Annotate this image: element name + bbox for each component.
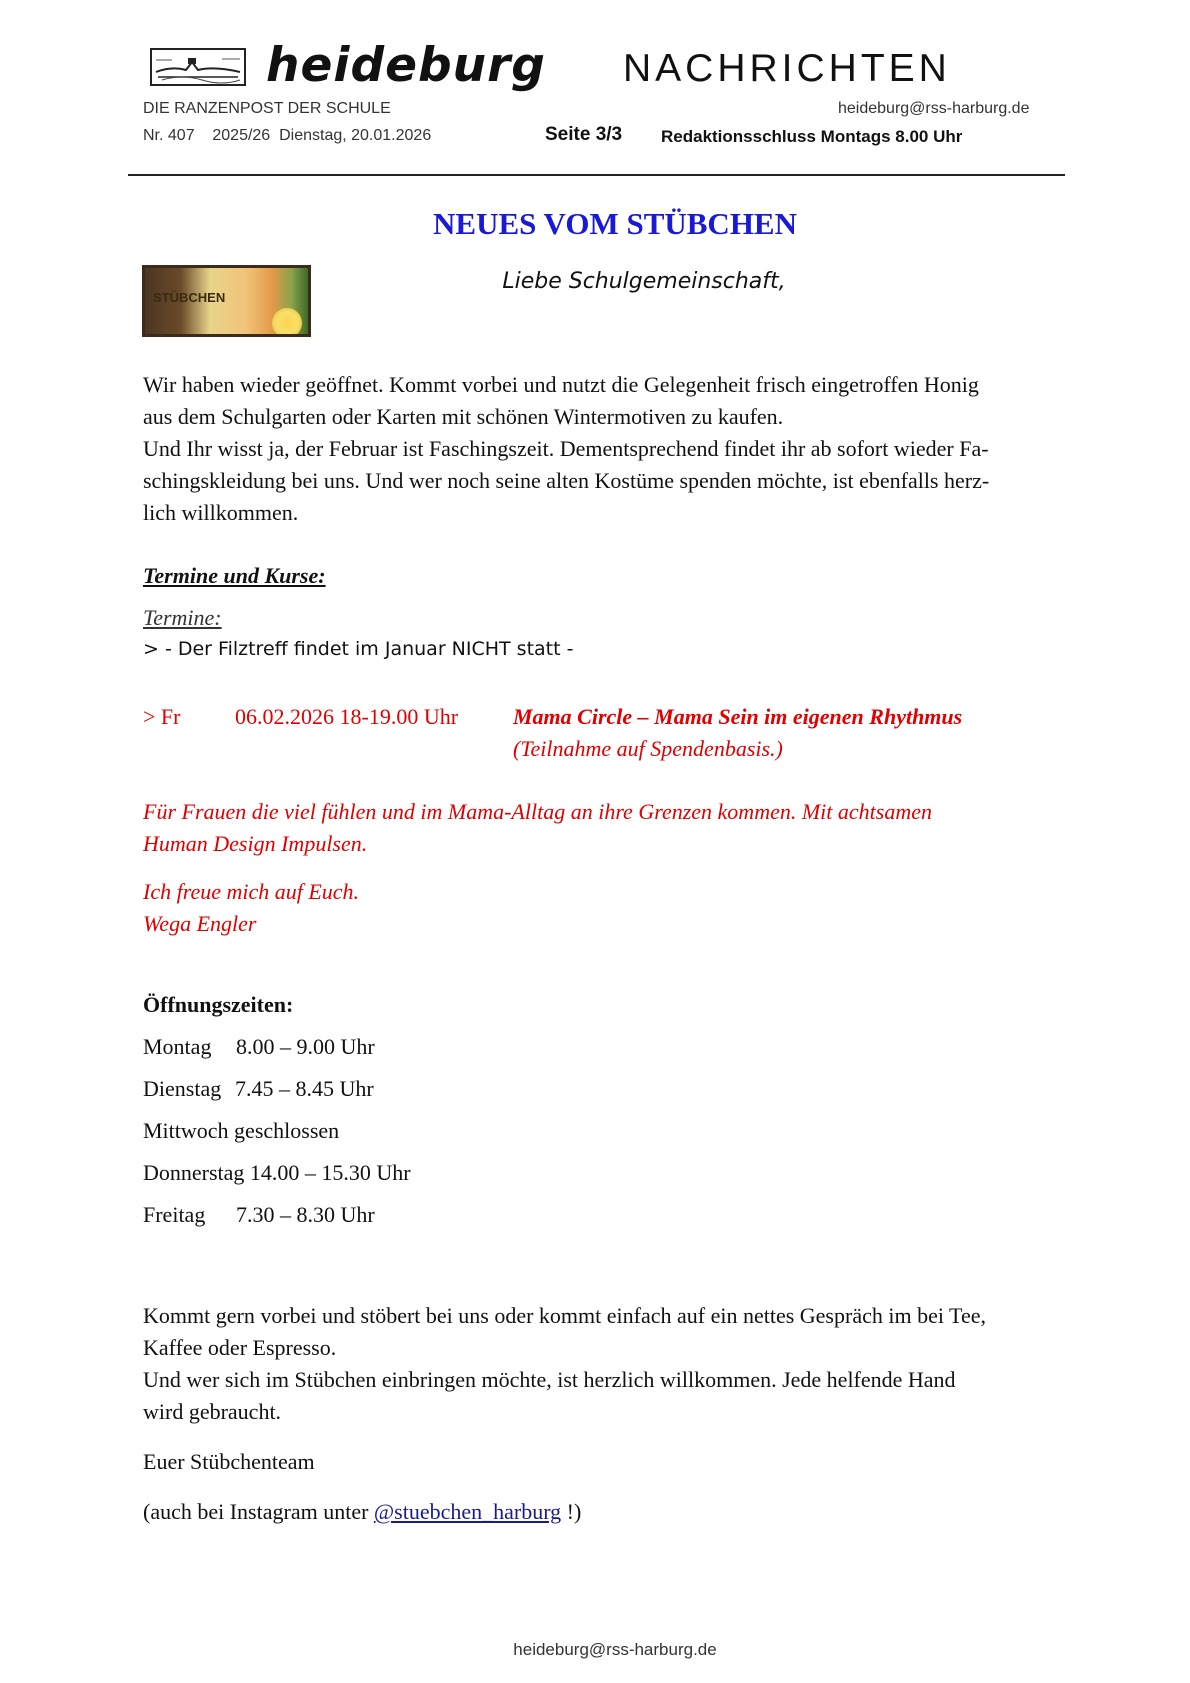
page-number: Seite 3/3 xyxy=(545,124,623,145)
greeting: Liebe Schulgemeinschaft, xyxy=(502,269,786,294)
issue-info: Nr. 407 2025/26 Dienstag, 20.01.2026 xyxy=(143,127,432,144)
event-day: > Fr xyxy=(143,704,181,729)
hours-day: Mittwoch geschlossen xyxy=(143,1118,340,1143)
intro-line: Und Ihr wisst ja, der Februar ist Faschingszeit. Dementsprechend findet ihr ab sofort wieder Fa- xyxy=(143,436,989,461)
instagram-prefix: (auch bei Instagram unter xyxy=(143,1499,374,1524)
event-name: Mama Circle – Mama Sein im eigenen Rhythmus xyxy=(513,704,963,729)
flower-decoration xyxy=(272,308,302,337)
event-desc-line: Für Frauen die viel fühlen und im Mama-Alltag an ihre Grenzen kommen. Mit achtsamen xyxy=(143,799,932,824)
event-signature: Wega Engler xyxy=(143,911,257,936)
intro-paragraph xyxy=(143,369,1078,529)
hours-day: Montag xyxy=(143,1034,212,1059)
outro-line: Und wer sich im Stübchen einbringen möchte, ist herzlich willkommen. Jede helfende Hand xyxy=(143,1367,956,1392)
team-signoff: Euer Stübchenteam xyxy=(143,1449,315,1474)
termine-label: Termine: xyxy=(143,605,222,630)
hours-row xyxy=(143,1034,375,1060)
filztreff-notice: > - Der Filztreff findet im Januar NICHT statt - xyxy=(143,638,574,660)
hours-row xyxy=(143,1118,339,1144)
hours-time: 7.45 – 8.45 Uhr xyxy=(235,1076,374,1101)
outro-line: Kaffee oder Espresso. xyxy=(143,1335,337,1360)
outro-line: Kommt gern vorbei und stöbert bei uns oder kommt einfach auf ein nettes Gespräch im bei Tee, xyxy=(143,1303,986,1328)
hours-row xyxy=(143,1076,374,1102)
event-datetime: 06.02.2026 18-19.00 Uhr xyxy=(235,704,459,729)
event-desc-line: Human Design Impulsen. xyxy=(143,831,368,856)
outro-paragraph xyxy=(143,1300,1078,1428)
hours-row xyxy=(143,1160,411,1186)
intro-line: aus dem Schulgarten oder Karten mit schönen Wintermotiven zu kaufen. xyxy=(143,404,784,429)
article-title: NEUES VOM STÜBCHEN xyxy=(433,206,797,241)
hours-day: Dienstag xyxy=(143,1076,222,1101)
masthead xyxy=(150,38,1048,93)
intro-line: Wir haben wieder geöffnet. Kommt vorbei und nutzt die Gelegenheit frisch eingetroffen Honig xyxy=(143,372,979,397)
instagram-link[interactable]: @stuebchen_harburg xyxy=(373,1499,562,1524)
photo-sign-label: STÜBCHEN xyxy=(153,290,226,305)
deadline: Redaktionsschluss Montags 8.00 Uhr xyxy=(661,127,963,146)
event-closing: Ich freue mich auf Euch. xyxy=(143,879,360,904)
hours-time: 7.30 – 8.30 Uhr xyxy=(236,1202,375,1227)
intro-line: schingskleidung bei uns. Und wer noch seine alten Kostüme spenden möchte, ist ebenfalls herz- xyxy=(143,468,990,493)
instagram-suffix: !) xyxy=(561,1499,582,1524)
hours-day: Donnerstag 14.00 – 15.30 Uhr xyxy=(143,1160,411,1185)
header-email[interactable]: heideburg@rss-harburg.de xyxy=(838,100,1030,117)
intro-line: lich willkommen. xyxy=(143,500,299,525)
hours-day: Freitag xyxy=(143,1202,206,1227)
brand-name-light: NACHRICHTEN xyxy=(623,47,951,90)
brand-name-bold: heideburg xyxy=(266,38,546,93)
hours-heading: Öffnungszeiten: xyxy=(143,992,294,1017)
instagram-line xyxy=(143,1499,581,1525)
outro-line: wird gebraucht. xyxy=(143,1399,282,1424)
header-divider xyxy=(128,174,1065,176)
event-note: (Teilnahme auf Spendenbasis.) xyxy=(513,736,783,761)
hours-row xyxy=(143,1202,375,1228)
tagline: DIE RANZENPOST DER SCHULE xyxy=(143,100,391,117)
footer-email[interactable]: heideburg@rss-harburg.de xyxy=(513,1640,717,1659)
courses-heading: Termine und Kurse: xyxy=(143,563,326,588)
heideburg-logo xyxy=(150,48,246,86)
hours-time: 8.00 – 9.00 Uhr xyxy=(236,1034,375,1059)
